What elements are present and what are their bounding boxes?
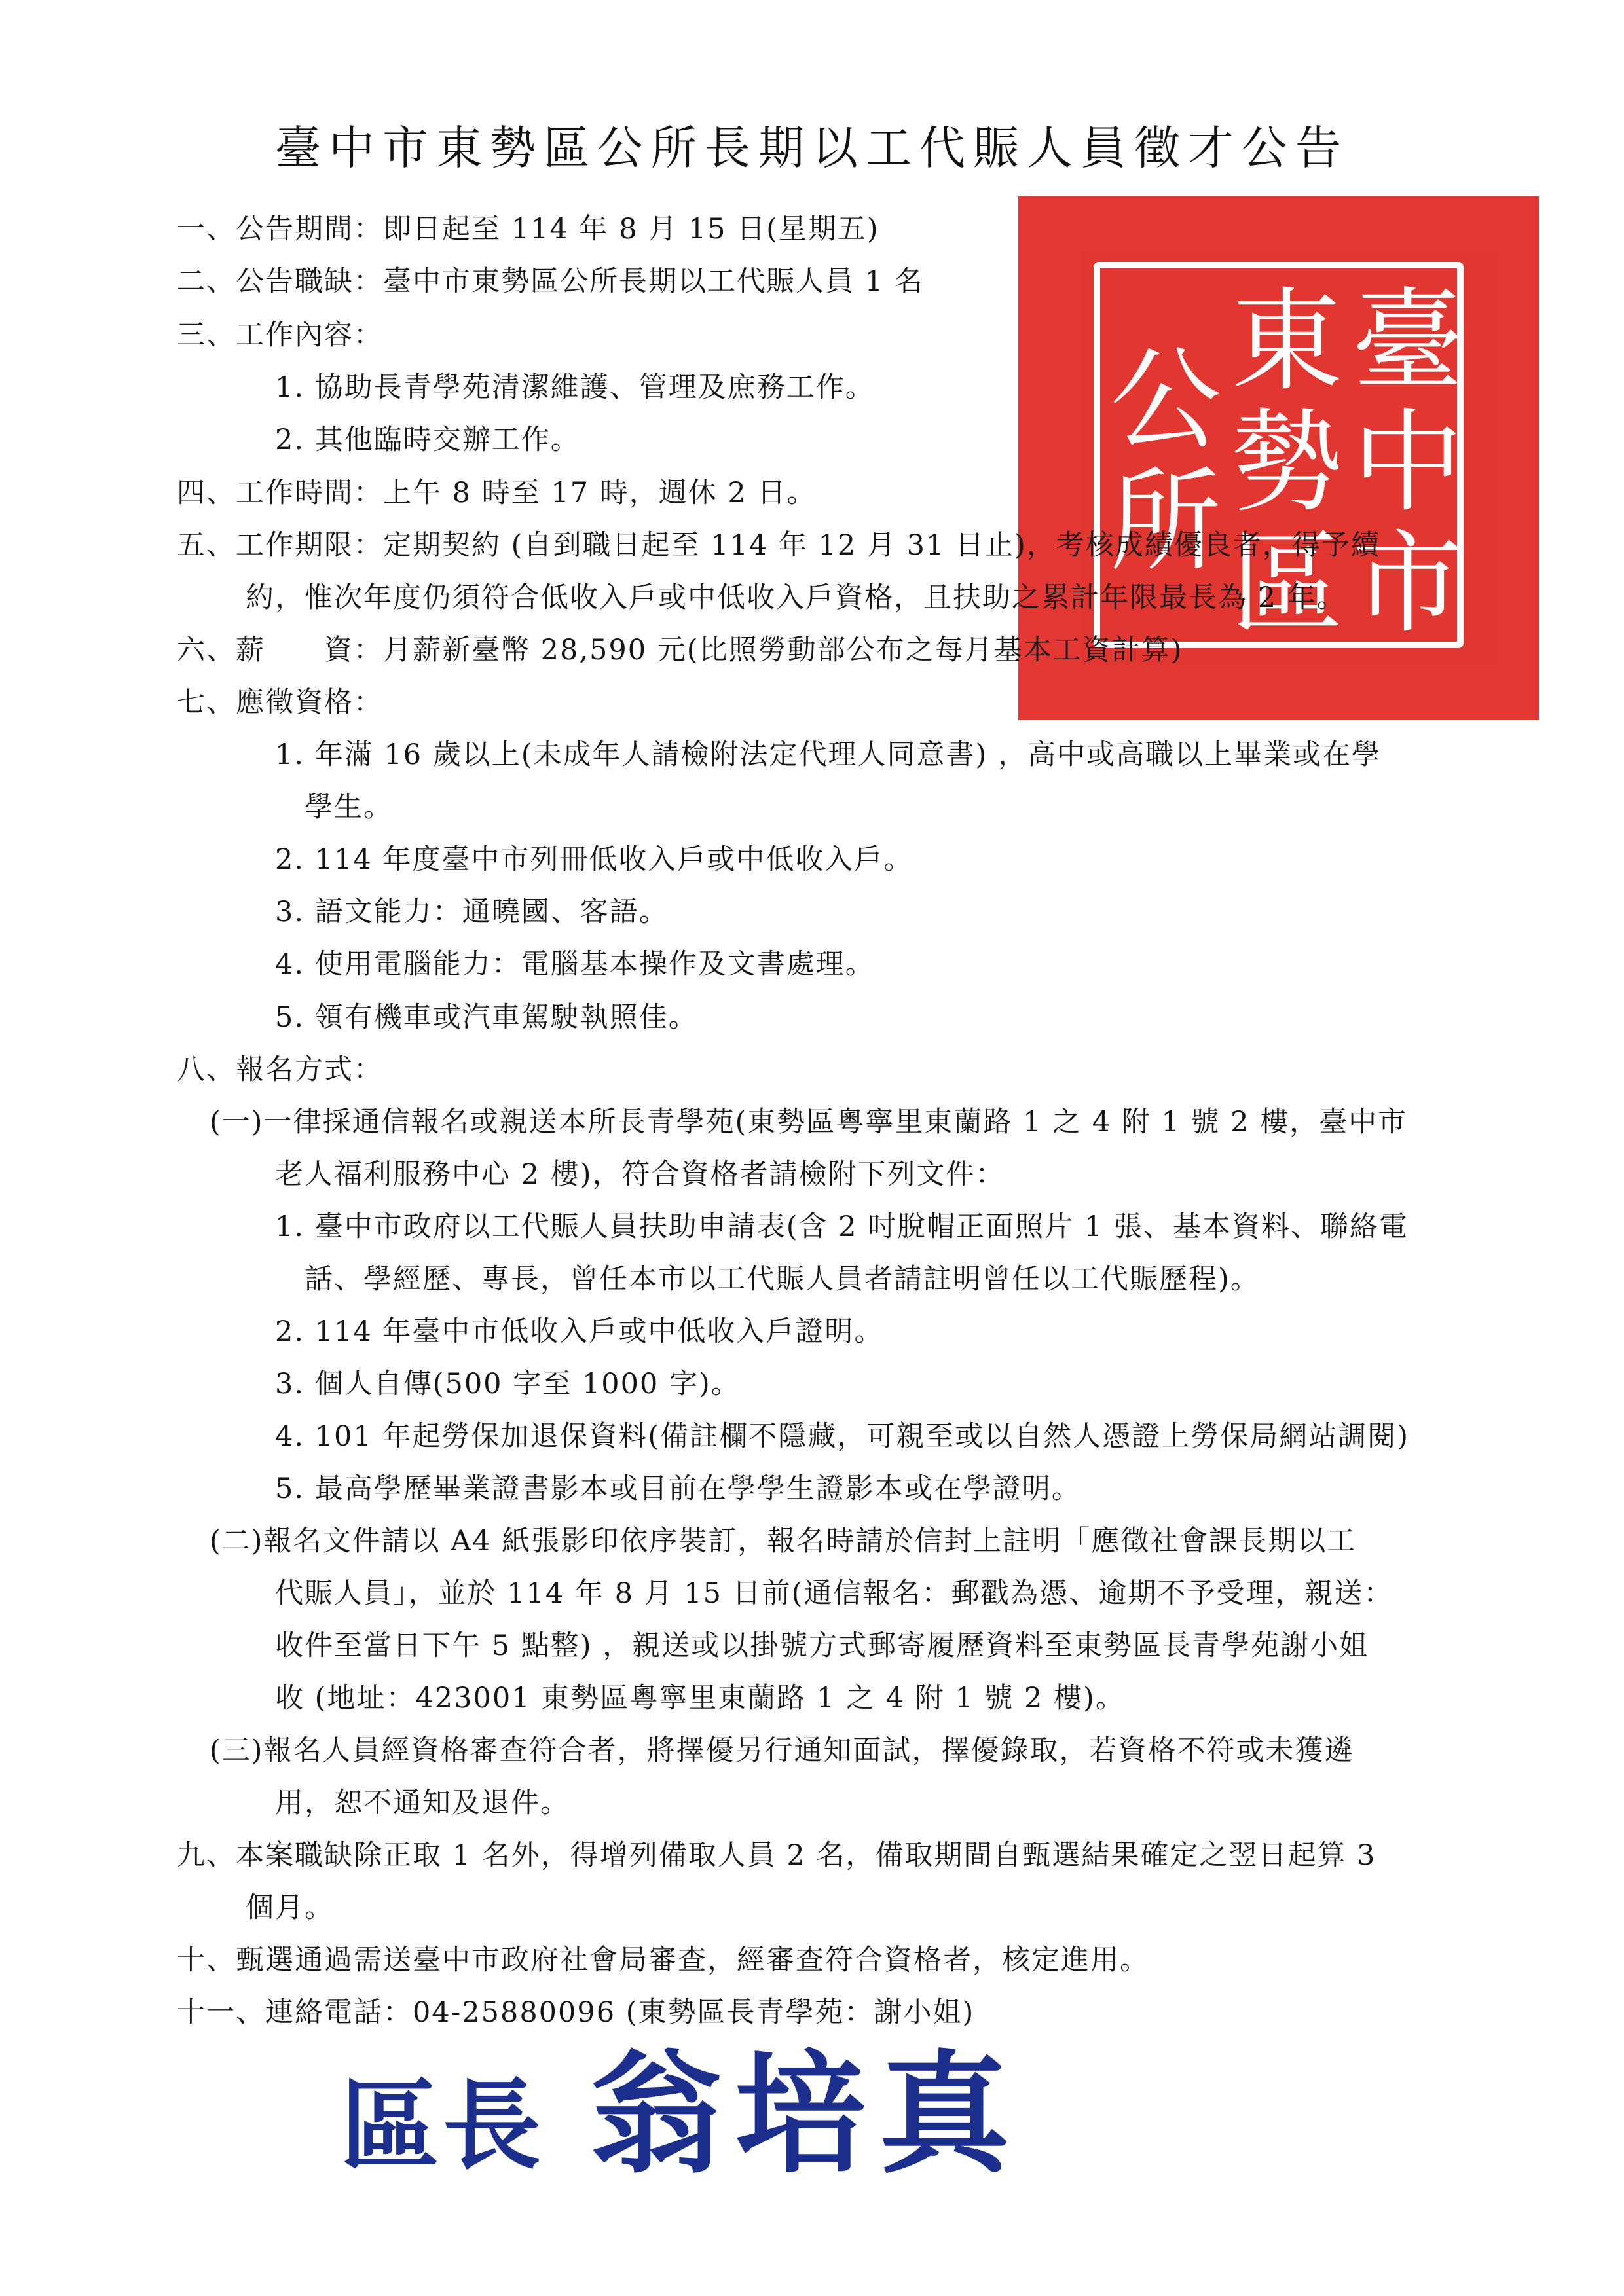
seal-text-column-1: 臺 中 市 xyxy=(1352,277,1464,649)
section-2-job-vacancy: 二、公告職缺：臺中市東勢區公所長期以工代賑人員 1 名 xyxy=(177,265,924,298)
qualification-item-5: 5. 領有機車或汽車駕駛執照佳。 xyxy=(275,1001,698,1034)
signature-title: 區長 xyxy=(341,2068,545,2183)
section-4-working-hours: 四、工作時間：上午 8 時至 17 時，週休 2 日。 xyxy=(177,477,817,509)
section-5-work-period: 五、工作期限：定期契約 (自到職日起至 114 年 12 月 31 日止)，考核成績優良者，得予續 xyxy=(177,529,1380,562)
required-document-2: 2. 114 年臺中市低收入戶或中低收入戶證明。 xyxy=(275,1315,884,1348)
application-part-3: (三)報名人員經資格審查符合者，將擇優另行通知面試，擇優錄取，若資格不符或未獲遴 xyxy=(210,1734,1354,1767)
qualification-item-3: 3. 語文能力：通曉國、客語。 xyxy=(275,896,669,928)
section-11-contact-phone: 十一、連絡電話：04-25880096 (東勢區長青學苑：謝小姐) xyxy=(177,1996,975,2029)
qualification-item-1: 1. 年滿 16 歲以上(未成年人請檢附法定代理人同意書) ，高中或高職以上畢業或在學 xyxy=(275,738,1381,771)
section-10-review: 十、甄選通過需送臺中市政府社會局審查，經審查符合資格者，核定進用。 xyxy=(177,1944,1149,1977)
application-part-2-cont-3: 收 (地址：423001 東勢區粵寧里東蘭路 1 之 4 附 1 號 2 樓)。 xyxy=(275,1682,1125,1715)
application-part-2: (二)報名文件請以 A4 紙張影印依序裝訂，報名時請於信封上註明「應徵社會課長期以工 xyxy=(210,1525,1357,1558)
section-5-work-period-cont: 約，惟次年度仍須符合低收入戶或中低收入戶資格，且扶助之累計年限最長為 2 年。 xyxy=(246,581,1346,614)
signature-name: 翁培真 xyxy=(591,2037,1024,2191)
application-part-2-cont-2: 收件至當日下午 5 點整) ，親送或以掛號方式郵寄履歷資料至東勢區長青學苑謝小姐 xyxy=(275,1630,1369,1662)
required-document-1: 1. 臺中市政府以工代賑人員扶助申請表(含 2 吋脫帽正面照片 1 張、基本資料、聯絡電 xyxy=(275,1211,1409,1243)
application-part-3-cont: 用，恕不通知及退件。 xyxy=(275,1787,570,1819)
section-6-salary: 六、薪 資：月薪新臺幣 28,590 元(比照勞動部公布之每月基本工資計算) xyxy=(177,634,1183,666)
required-document-1-cont: 話、學經歷、專長，曾任本市以工代賑人員者請註明曾任以工代賑歷程)。 xyxy=(304,1263,1260,1296)
section-1-announcement-period: 一、公告期間：即日起至 114 年 8 月 15 日(星期五) xyxy=(177,213,879,246)
section-7-qualifications: 七、應徵資格： xyxy=(177,686,383,719)
job-content-item-1: 1. 協助長青學苑清潔維護、管理及庶務工作。 xyxy=(275,371,875,404)
section-9-reserve-candidates: 九、本案職缺除正取 1 名外，得增列備取人員 2 名，備取期間自甄選結果確定之翌日起算 3 xyxy=(177,1839,1376,1872)
qualification-item-1-cont: 學生。 xyxy=(304,791,393,824)
document-title: 臺中市東勢區公所長期以工代賑人員徵才公告 xyxy=(275,121,1349,175)
section-8-application-method: 八、報名方式： xyxy=(177,1053,383,1086)
district-chief-signature xyxy=(341,2037,1024,2198)
application-part-1-cont: 老人福利服務中心 2 樓)，符合資格者請檢附下列文件： xyxy=(275,1158,1005,1191)
required-document-4: 4. 101 年起勞保加退保資料(備註欄不隱藏，可親至或以自然人憑證上勞保局網站調閱) xyxy=(275,1420,1409,1453)
required-document-3: 3. 個人自傳(500 字至 1000 字)。 xyxy=(275,1368,741,1400)
qualification-item-4: 4. 使用電腦能力：電腦基本操作及文書處理。 xyxy=(275,948,875,981)
section-3-job-content: 三、工作內容： xyxy=(177,319,383,352)
seal-text-column-3: 公 所 xyxy=(1110,336,1222,587)
job-content-item-2: 2. 其他臨時交辦工作。 xyxy=(275,424,580,456)
section-9-reserve-candidates-cont: 個月。 xyxy=(246,1891,334,1924)
required-document-5: 5. 最高學歷畢業證書影本或目前在學學生證影本或在學證明。 xyxy=(275,1472,1081,1505)
application-part-1: (一)一律採通信報名或親送本所長青學苑(東勢區粵寧里東蘭路 1 之 4 附 1 號 2 樓，臺中市 xyxy=(210,1106,1408,1139)
application-part-2-cont-1: 代賑人員」，並於 114 年 8 月 15 日前(通信報名：郵戳為憑、逾期不予受理，親送： xyxy=(275,1577,1393,1610)
qualification-item-2: 2. 114 年度臺中市列冊低收入戶或中低收入戶。 xyxy=(275,843,913,876)
seal-text-column-2: 東 勢 區 xyxy=(1231,277,1343,649)
